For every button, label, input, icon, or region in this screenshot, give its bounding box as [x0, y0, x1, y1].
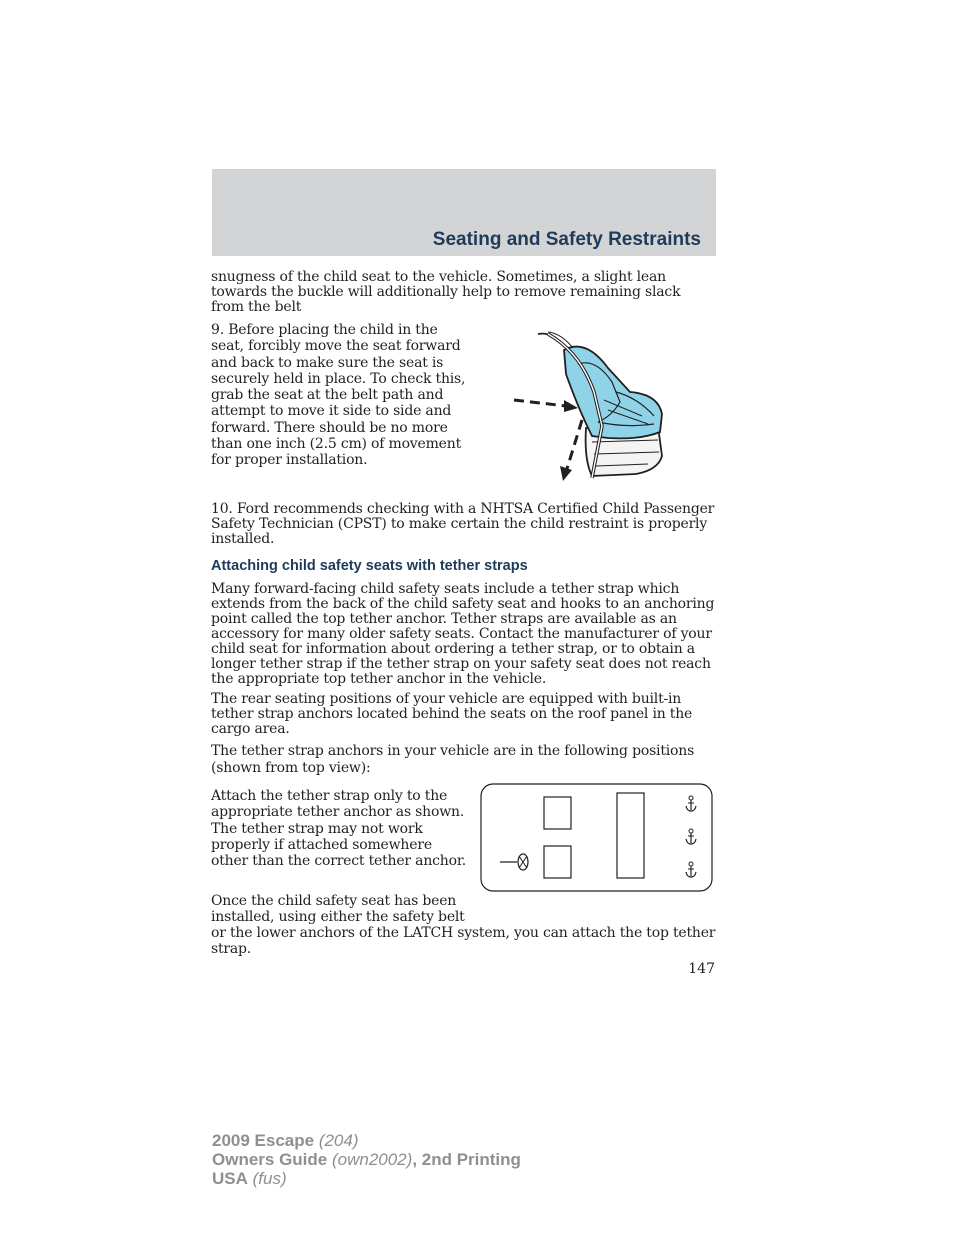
- footer-printing: , 2nd Printing: [412, 1150, 521, 1169]
- subheading-tether-straps: Attaching child safety seats with tether straps: [211, 558, 528, 574]
- section-title: Seating and Safety Restraints: [432, 229, 701, 250]
- footer-line-2: [212, 1150, 521, 1169]
- step-10-paragraph: 10. Ford recommends checking with a NHTSA Certified Child Passenger Safety Technician (CPST) to make certain the child restraint is properly installed.: [211, 501, 715, 547]
- tether-anchor-diagram: [480, 783, 713, 892]
- footer-model-code: (204): [314, 1131, 359, 1150]
- footer-line-1: [212, 1131, 521, 1150]
- footer-market: USA: [212, 1169, 248, 1188]
- document-footer: [212, 1131, 521, 1188]
- step-9-paragraph: 9. Before placing the child in the seat, forcibly move the seat forward and back to make sure the seat is securely held in place. To check this, grab the seat at the belt path and attempt to move it side to side and forward. There should be no more than one inch (2.5 cm) of movement for proper installation.: [211, 322, 466, 469]
- footer-guide: Owners Guide: [212, 1150, 328, 1169]
- once-installed-line-1: Once the child safety seat has been installed, using either the safety belt: [211, 893, 465, 926]
- footer-market-code: (fus): [247, 1169, 287, 1188]
- intro-paragraph: snugness of the child seat to the vehicle. Sometimes, a slight lean towards the buckle will additionally help to remove remaining slack from the belt: [211, 269, 681, 315]
- rear-positions-paragraph: The rear seating positions of your vehicle are equipped with built-in tether strap anchors located behind the seats on the roof panel in the cargo area.: [211, 691, 693, 737]
- footer-guide-code: (own2002): [327, 1150, 413, 1169]
- footer-line-3: [212, 1169, 521, 1188]
- child-seat-illustration: [508, 328, 674, 488]
- footer-model: 2009 Escape: [212, 1131, 315, 1150]
- section-header: [212, 169, 716, 256]
- attach-only-paragraph: Attach the tether strap only to the appropriate tether anchor as shown. The tether strap may not work properly if attached somewhere other than the correct tether anchor.: [211, 788, 467, 870]
- page-number: 147: [688, 961, 715, 977]
- tether-intro-paragraph: Many forward-facing child safety seats include a tether strap which extends from the back of the child safety seat and hooks to an anchoring point called the top tether anchor. Tether straps are available as an accessory for many older safety seats. Contact the manufacturer of your child seat for information about ordering a tether strap, or to obtain a longer tether strap if the tether strap on your safety seat does not reach the appropriate top tether anchor in the vehicle.: [211, 581, 715, 687]
- anchor-positions-paragraph: The tether strap anchors in your vehicle are in the following positions (shown from top view):: [211, 743, 695, 776]
- once-installed-line-2: or the lower anchors of the LATCH system, you can attach the top tether strap.: [211, 925, 716, 958]
